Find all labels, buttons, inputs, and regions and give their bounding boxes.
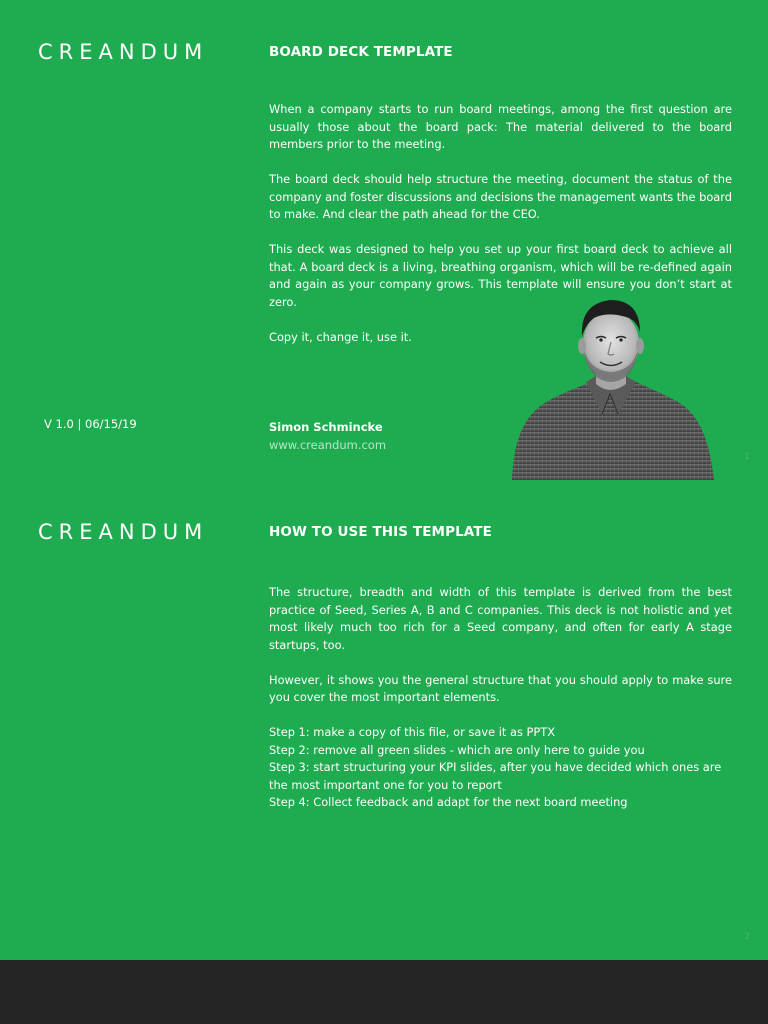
- author-url: www.creandum.com: [269, 438, 387, 452]
- slide-1: [0, 0, 768, 480]
- paragraph: However, it shows you the general structure that you should apply to make sure you cover the most important elements.: [269, 672, 732, 704]
- paragraph: Copy it, change it, use it.: [269, 329, 412, 344]
- paragraph: The board deck should help structure the meeting, document the status of the company and foster discussions and decisions the management wants the board to make. And clear the path ahead for the CEO.: [269, 172, 732, 221]
- creandum-logo: CREANDUM: [38, 40, 209, 64]
- page-number: 1: [744, 452, 750, 462]
- slide-title: BOARD DECK TEMPLATE: [269, 44, 453, 60]
- paragraph: This deck was designed to help you set up your first board deck to achieve all that. A board deck is a living, breathing organism, which will be re-defined again and again as your company grows. This template will ensure you don’t start at zero.: [269, 242, 732, 309]
- paragraph: When a company starts to run board meetings, among the first question are usually those about the board pack: The material delivered to the board members prior to the meeting.: [269, 102, 732, 151]
- version-date: V 1.0 | 06/15/19: [44, 417, 137, 431]
- slide-2: [0, 480, 768, 960]
- step-item: Step 2: remove all green slides - which are only here to guide you: [269, 742, 645, 757]
- step-item: Step 3: start structuring your KPI slides, after you have decided which ones are the most important one for you to report: [269, 760, 722, 792]
- creandum-logo: CREANDUM: [38, 520, 209, 544]
- steps-list: [269, 724, 732, 812]
- page-number: 2: [744, 932, 750, 942]
- step-item: Step 1: make a copy of this file, or save it as PPTX: [269, 725, 556, 739]
- slide-title: HOW TO USE THIS TEMPLATE: [269, 524, 492, 540]
- author-name: Simon Schmincke: [269, 420, 383, 434]
- viewer-bottom-bar: [0, 960, 768, 1024]
- paragraph: The structure, breadth and width of this template is derived from the best practice of Seed, Series A, B and C companies. This deck is not holistic and yet most likely much too rich for a Seed company, and often for early A stage startups, too.: [269, 585, 732, 652]
- step-item: Step 4: Collect feedback and adapt for the next board meeting: [269, 795, 628, 809]
- slide-body: [269, 584, 732, 812]
- author-portrait-photo: [510, 296, 716, 480]
